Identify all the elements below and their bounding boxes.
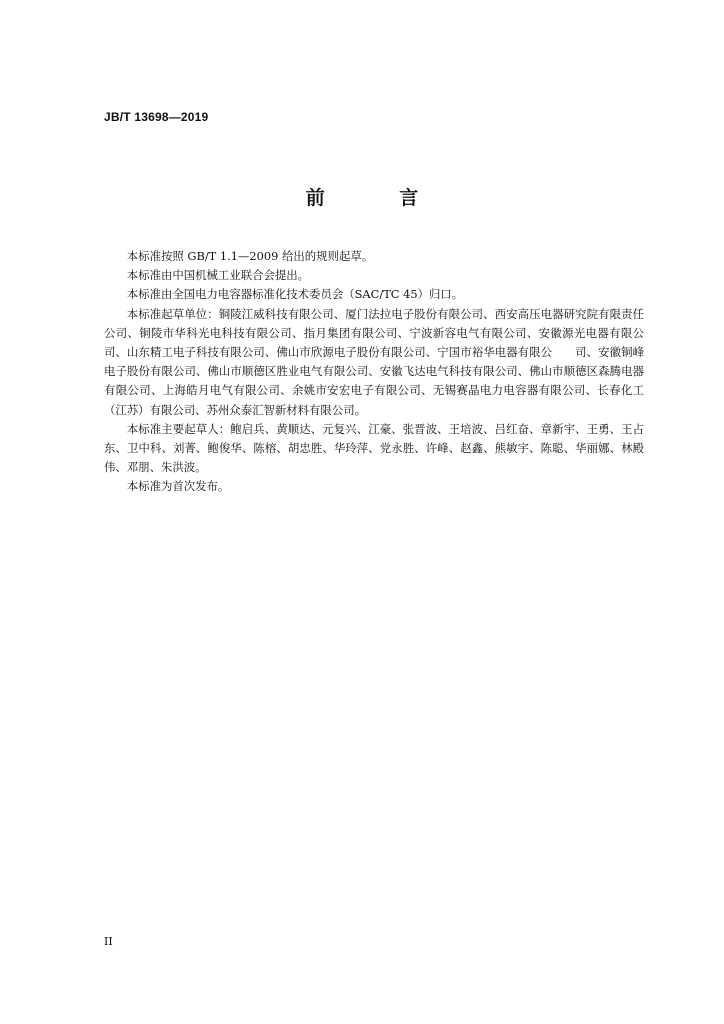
paragraph-drafting-units: 本标准起草单位：铜陵江威科技有限公司、厦门法拉电子股份有限公司、西安高压电器研究院有限责任公司、铜陵市华科光电科技有限公司、指月集团有限公司、宁波新容电气有限公司、安徽源光电器有限公司、山东精工电子科技有限公司、佛山市欣源电子股份有限公司、宁国市裕华电器有限公 司、安徽铜峰电子股份有限公司、佛山市顺德区胜业电气有限公司、安徽飞达电气科技有限公司、佛山市顺德区森腾电器有限公司、上海皓月电气有限公司、余姚市安宏电子有限公司、无锡赛晶电力电容器有限公司、长春化工（江苏）有限公司、苏州众泰汇智新材料有限公司。 bbox=[104, 306, 644, 417]
preface-title: 前 言 bbox=[305, 187, 453, 209]
paragraph-committee: 本标准由全国电力电容器标准化技术委员会（SAC/TC 45）归口。 bbox=[126, 287, 464, 302]
page-number: II bbox=[104, 935, 113, 948]
paragraph-drafting-rules: 本标准按照 GB/T 1.1—2009 给出的规则起草。 bbox=[126, 249, 374, 263]
paragraph-proposer: 本标准由中国机械工业联合会提出。 bbox=[126, 268, 310, 283]
paragraph-drafters: 本标准主要起草人：鲍启兵、黄顺达、元复兴、江豪、张晋波、王培波、吕红奋、章新宇、王勇、王占东、卫中科、刘菁、鲍俊华、陈榕、胡忠胜、华玲萍、党永胜、许峰、赵鑫、熊敏宇、陈聪、华丽娜、林殿伟、邓朋、朱洪波。 bbox=[104, 421, 644, 475]
paragraph-first-release: 本标准为首次发布。 bbox=[126, 479, 230, 494]
preface-body bbox=[104, 247, 644, 497]
standard-code: JB/T 13698—2019 bbox=[104, 110, 209, 124]
